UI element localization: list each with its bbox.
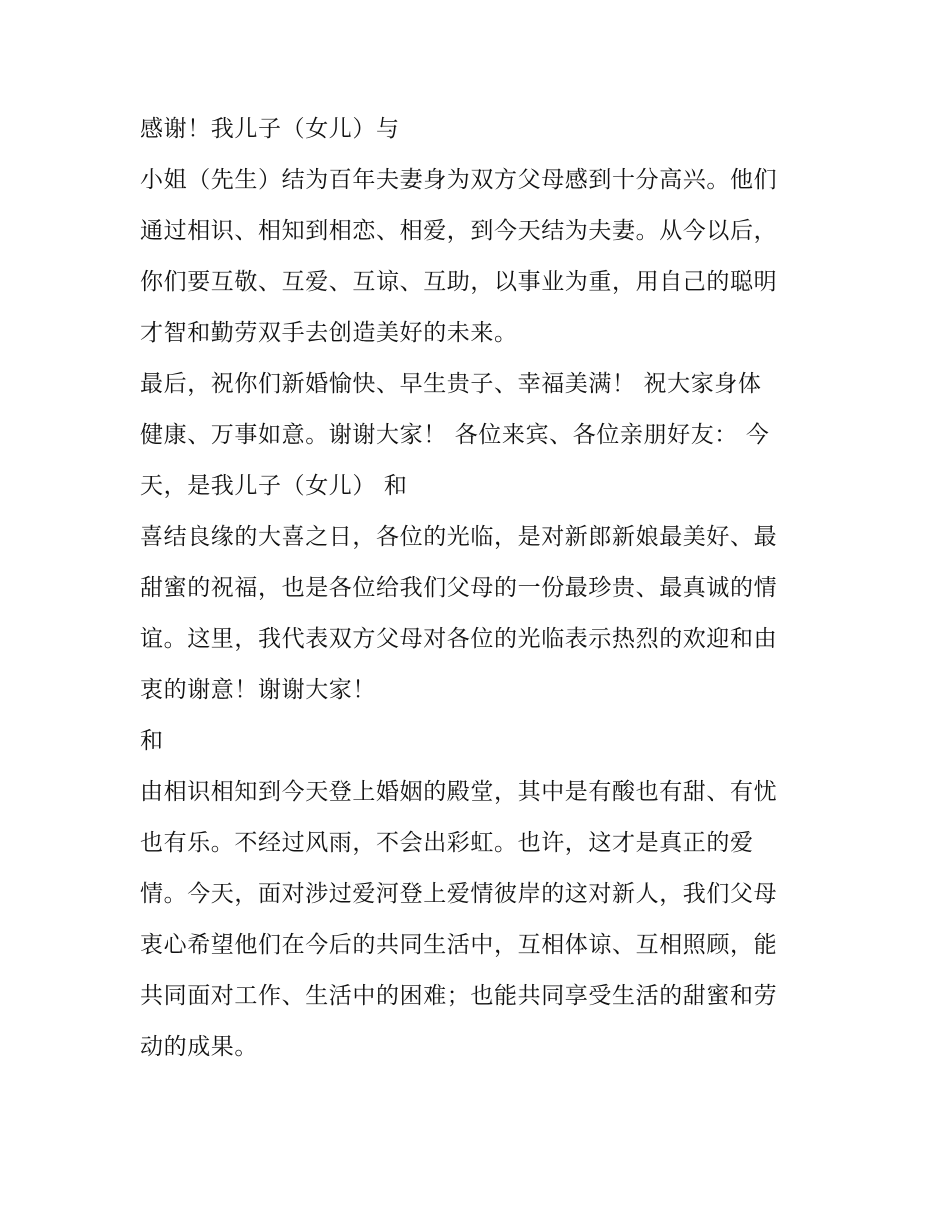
text-line: 天，是我儿子（女儿） 和 — [140, 473, 408, 499]
text-line: 最后，祝你们新婚愉快、早生贵子、幸福美满！ 祝大家身体 — [140, 371, 762, 397]
text-line: 也有乐。不经过风雨，不会出彩虹。也许，这才是真正的爱 — [140, 830, 754, 856]
text-line: 感谢！我儿子（女儿）与 — [140, 116, 400, 142]
text-line: 小姐（先生）结为百年夫妻身为双方父母感到十分高兴。他们 — [140, 167, 778, 193]
text-line: 才智和勤劳双手去创造美好的未来。 — [140, 320, 518, 346]
text-line: 动的成果。 — [140, 1034, 258, 1060]
text-line: 健康、万事如意。谢谢大家！ 各位来宾、各位亲朋好友： 今 — [140, 422, 770, 448]
document-body — [140, 104, 830, 1073]
text-line: 你们要互敬、互爱、互谅、互助，以事业为重，用自己的聪明 — [140, 269, 778, 295]
text-line: 衷心希望他们在今后的共同生活中，互相体谅、互相照顾，能 — [140, 932, 778, 958]
text-line: 共同面对工作、生活中的困难；也能共同享受生活的甜蜜和劳 — [140, 983, 778, 1009]
text-line: 喜结良缘的大喜之日，各位的光临，是对新郎新娘最美好、最 — [140, 524, 778, 550]
text-line: 甜蜜的祝福，也是各位给我们父母的一份最珍贵、最真诚的情 — [140, 575, 778, 601]
text-line: 情。今天，面对涉过爱河登上爱情彼岸的这对新人，我们父母 — [140, 881, 778, 907]
text-line: 和 — [140, 728, 164, 754]
text-line: 谊。这里，我代表双方父母对各位的光临表示热烈的欢迎和由 — [140, 626, 778, 652]
text-line: 通过相识、相知到相恋、相爱，到今天结为夫妻。从今以后， — [140, 218, 778, 244]
text-line: 衷的谢意！谢谢大家！ — [140, 677, 376, 703]
text-line: 由相识相知到今天登上婚姻的殿堂，其中是有酸也有甜、有忧 — [140, 779, 778, 805]
